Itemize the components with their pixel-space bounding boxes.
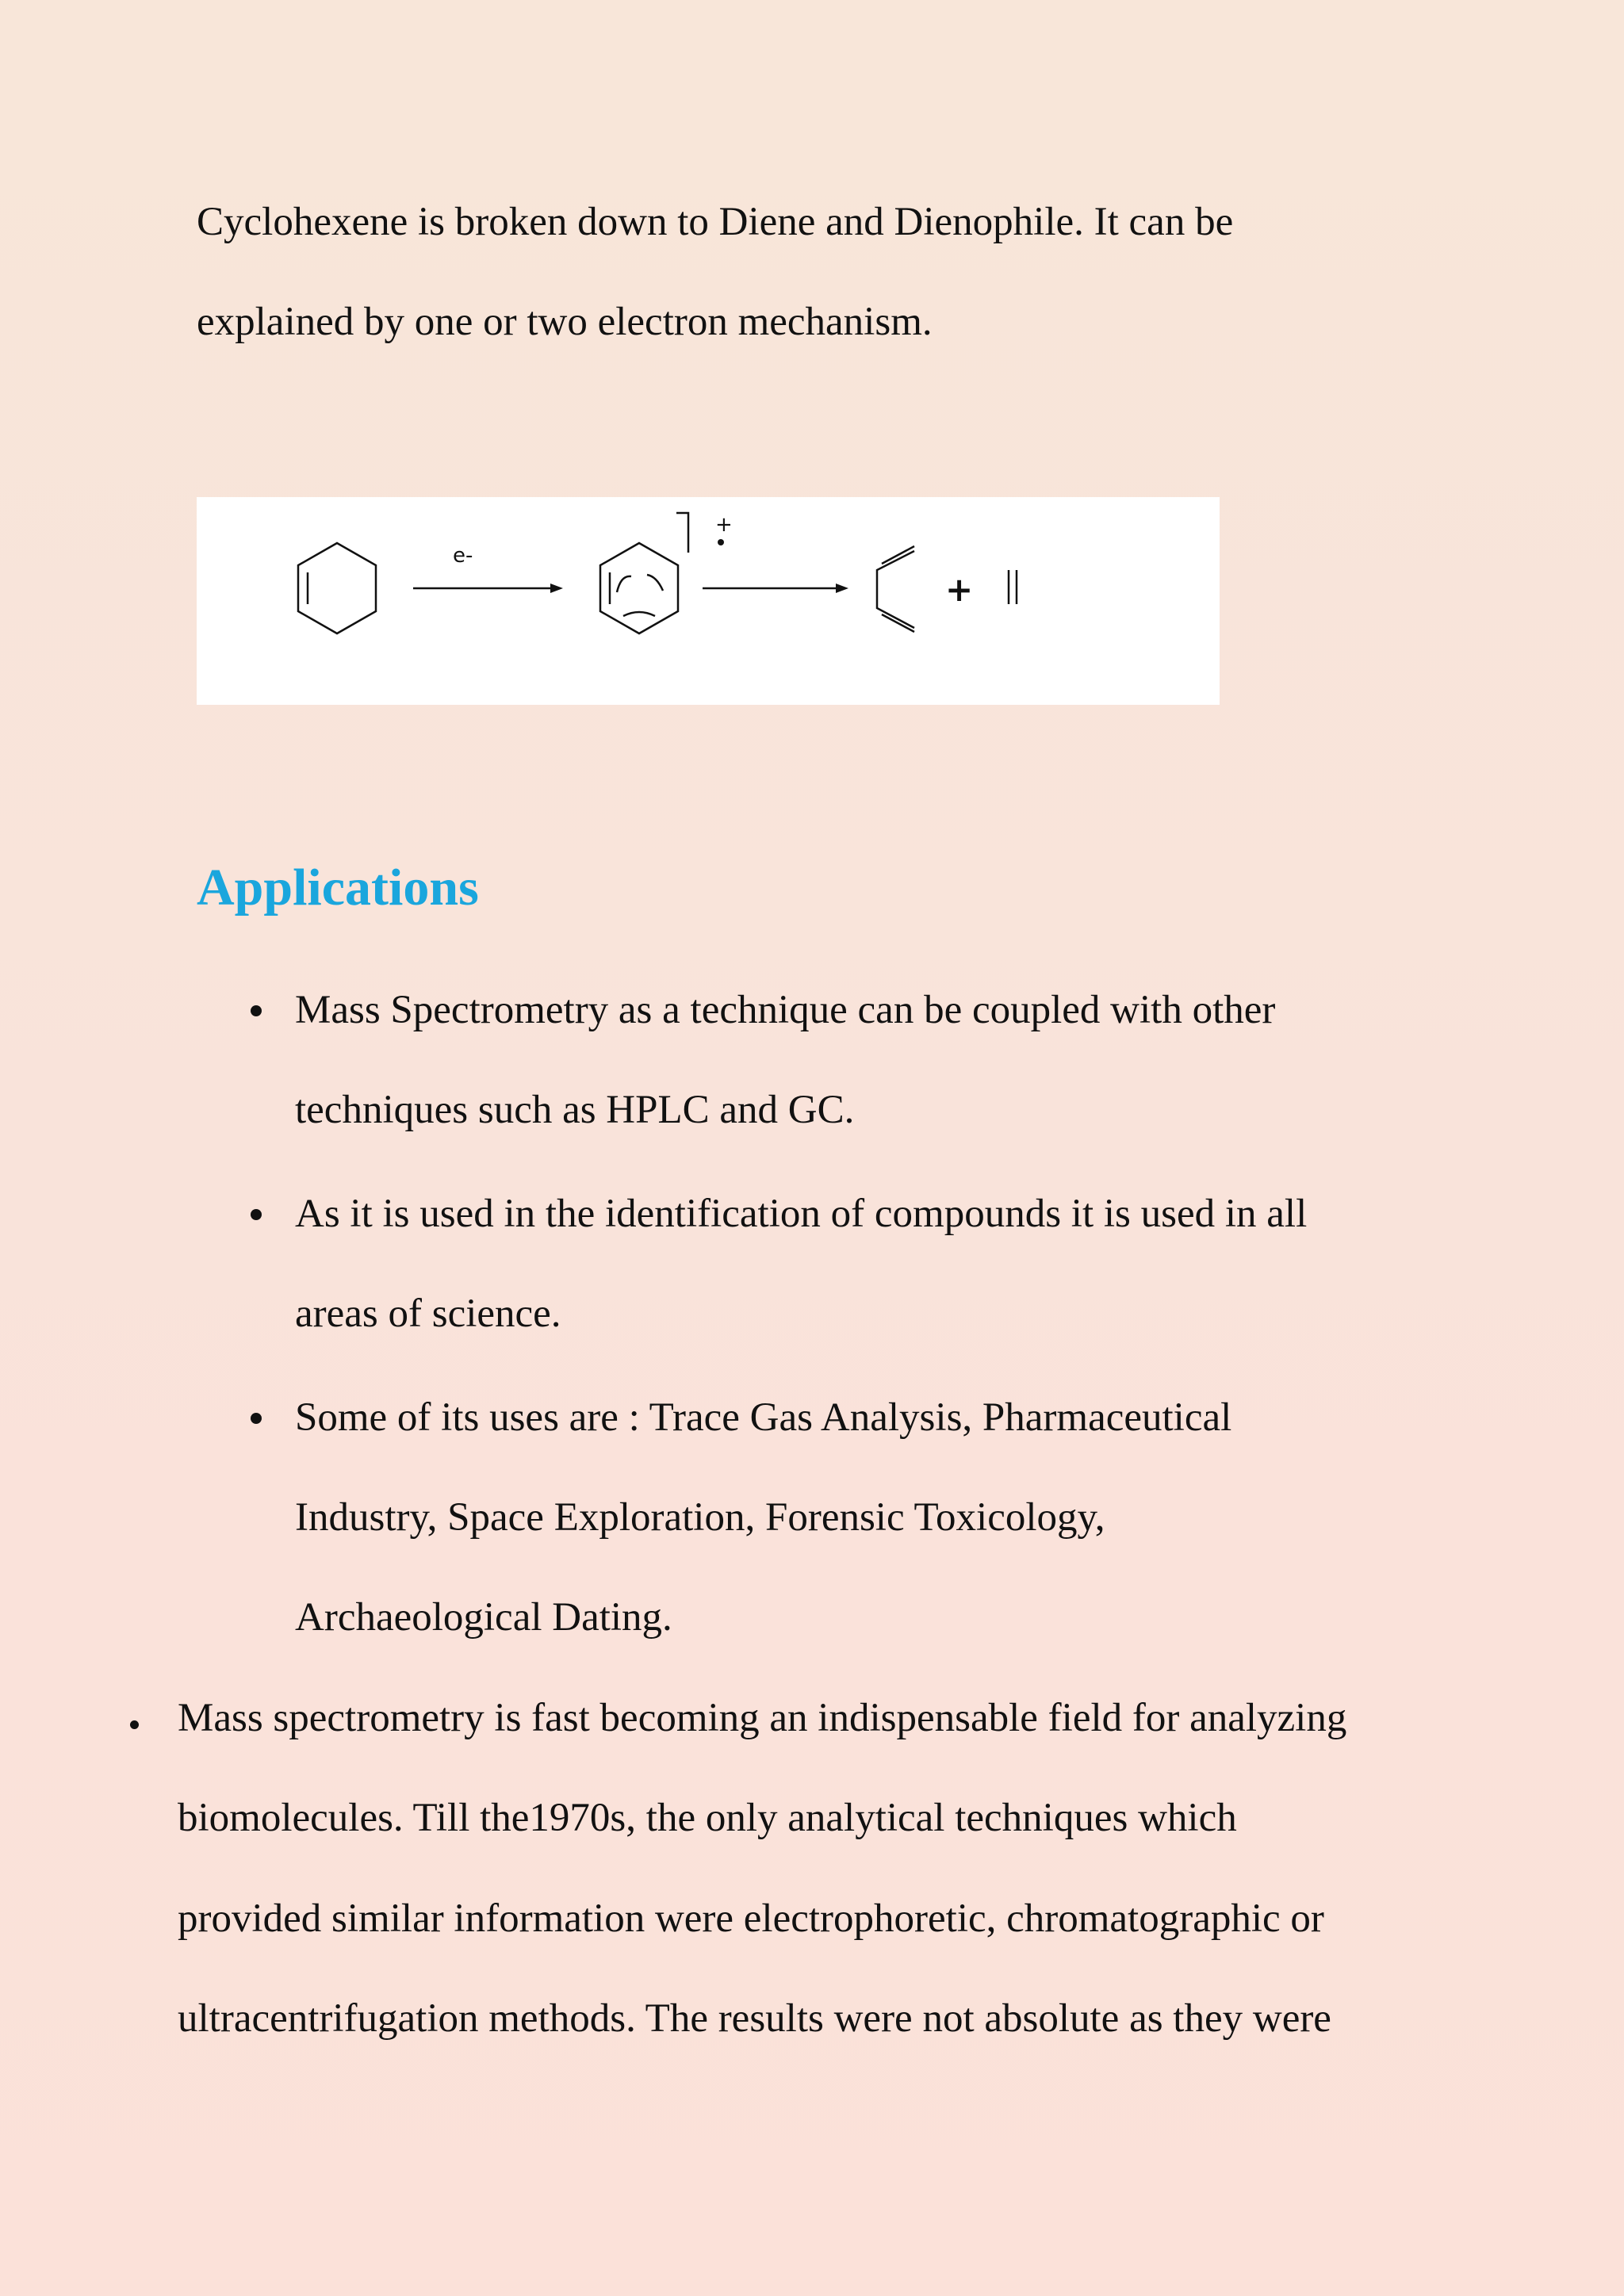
outer-item-line-3: provided similar information were electrophoretic, chromatographic or bbox=[178, 1896, 1324, 1941]
plus-sign: + bbox=[945, 570, 974, 609]
dienophile-structure bbox=[1009, 570, 1017, 604]
radical-cation-label: + bbox=[715, 513, 733, 537]
outer-item-line-4: ultracentrifugation methods. The results were not absolute as they were bbox=[178, 1996, 1331, 2041]
list-item-3-line-3: Archaeological Dating. bbox=[295, 1595, 672, 1640]
list-item-1-line-1: Mass Spectrometry as a technique can be coupled with other bbox=[295, 988, 1276, 1032]
electron-arrow bbox=[413, 544, 563, 593]
intro-line-1: Cyclohexene is broken down to Diene and Dienophile. It can be bbox=[197, 200, 1234, 244]
reaction-scheme-figure bbox=[197, 497, 1220, 705]
list-item-3-line-2: Industry, Space Exploration, Forensic Toxicology, bbox=[295, 1495, 1105, 1540]
list-item-1-line-2: techniques such as HPLC and GC. bbox=[295, 1088, 855, 1132]
intro-line-2: explained by one or two electron mechanism. bbox=[197, 300, 933, 344]
diene-structure bbox=[877, 546, 914, 632]
list-item-2-line-1: As it is used in the identification of compounds it is used in all bbox=[295, 1192, 1308, 1236]
bullet-icon bbox=[130, 1720, 139, 1729]
bullet-icon bbox=[251, 1209, 262, 1220]
outer-item-line-1: Mass spectrometry is fast becoming an indispensable field for analyzing bbox=[178, 1696, 1347, 1740]
bullet-icon bbox=[251, 1413, 262, 1424]
reaction-scheme-svg bbox=[197, 497, 1220, 705]
electron-label: e- bbox=[453, 544, 473, 568]
list-item-3-line-1: Some of its uses are : Trace Gas Analysis, Pharmaceutical bbox=[295, 1395, 1232, 1440]
cyclohexene-structure bbox=[298, 543, 376, 633]
radical-cation-structure bbox=[600, 513, 688, 633]
bullet-icon bbox=[251, 1005, 262, 1016]
fragmentation-arrow bbox=[703, 584, 848, 593]
applications-heading: Applications bbox=[197, 859, 479, 916]
list-item-2-line-2: areas of science. bbox=[295, 1292, 561, 1336]
outer-item-line-2: biomolecules. Till the1970s, the only analytical techniques which bbox=[178, 1796, 1237, 1840]
